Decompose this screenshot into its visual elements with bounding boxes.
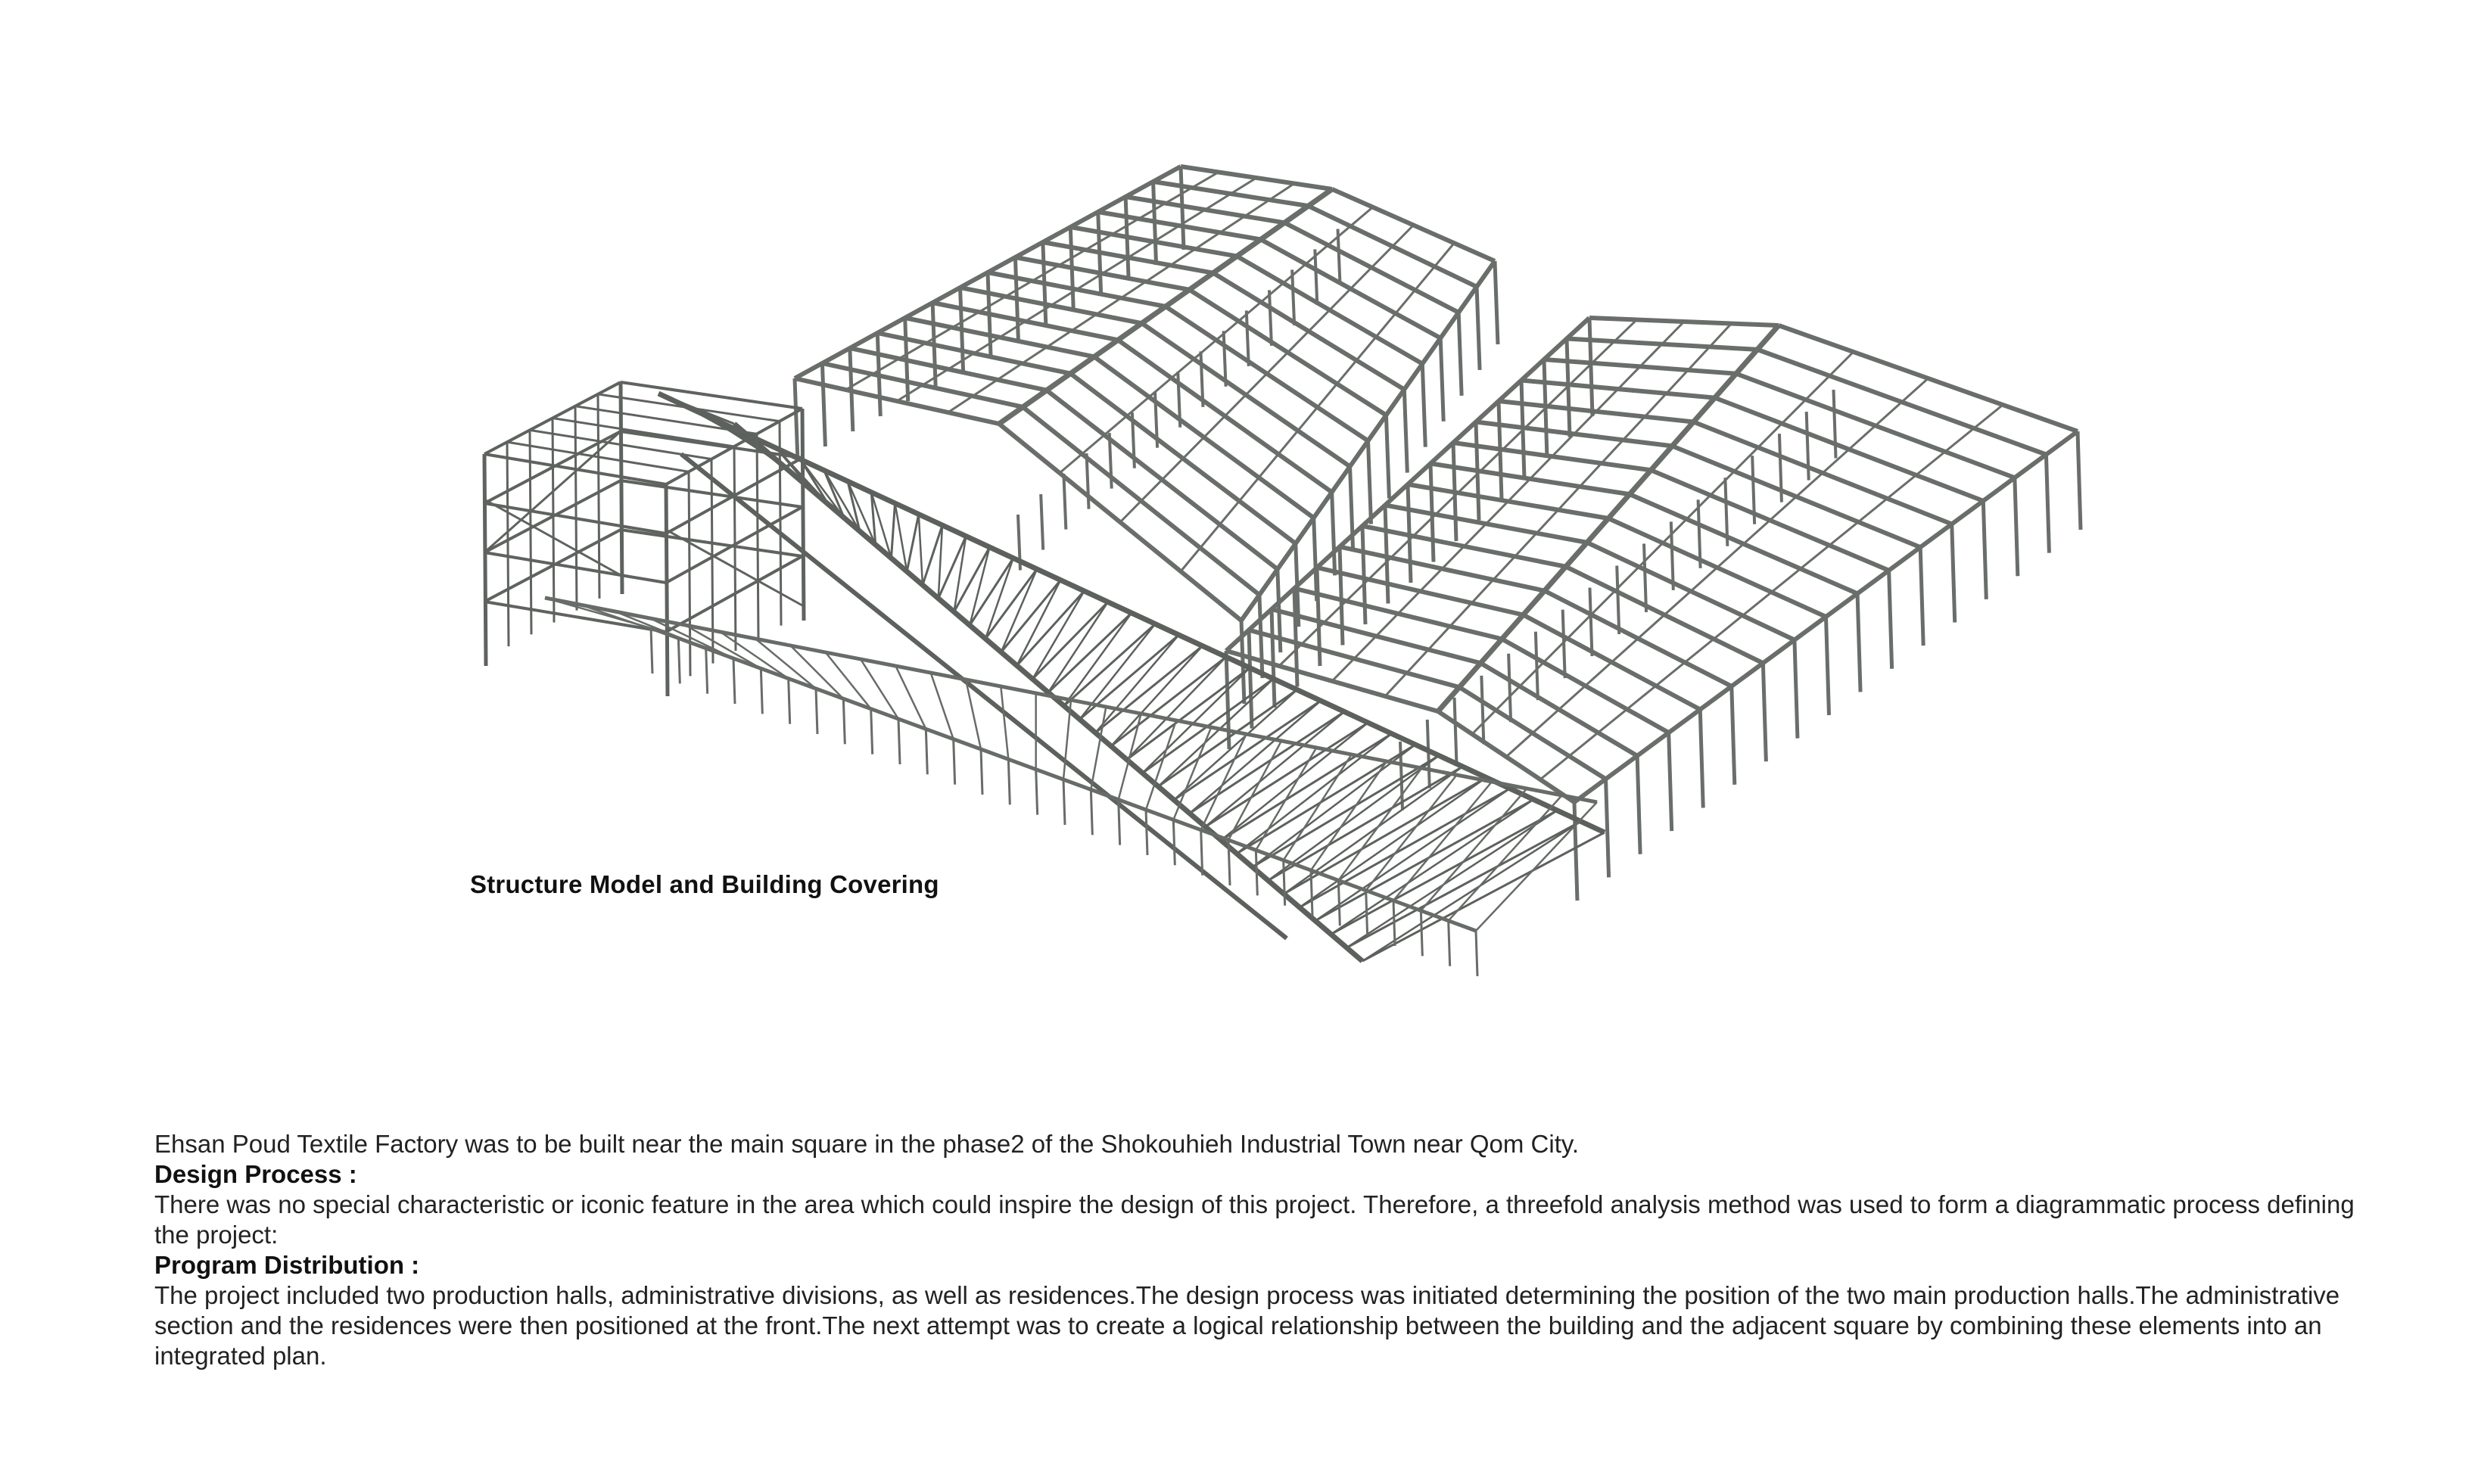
project-description <box>154 1129 2380 1371</box>
design-process-paragraph: There was no special characteristic or iconic feature in the area which could inspire the design of this project. Therefore, a threefold analysis method was used to form a diagrammatic process defining the project: <box>154 1190 2355 1249</box>
production-hall-a <box>795 166 1498 704</box>
program-distribution-paragraph: The project included two production halls, administrative divisions, as well as residences.The design process was initiated determining the position of the two main production halls.The administrative section and the residences were then positioned at the front.The next attempt was to create a logical relationship between the building and the adjacent square by combining these elements into an integrated plan. <box>154 1281 2340 1370</box>
figure-caption: Structure Model and Building Covering <box>470 870 939 898</box>
program-distribution-heading: Program Distribution : <box>154 1251 420 1279</box>
intro-paragraph: Ehsan Poud Textile Factory was to be built near the main square in the phase2 of the Shokouhieh Industrial Town near Qom City. <box>154 1130 1580 1158</box>
administrative-block-frame <box>484 382 804 696</box>
design-process-heading: Design Process : <box>154 1160 357 1188</box>
production-hall-b <box>1226 318 2081 901</box>
